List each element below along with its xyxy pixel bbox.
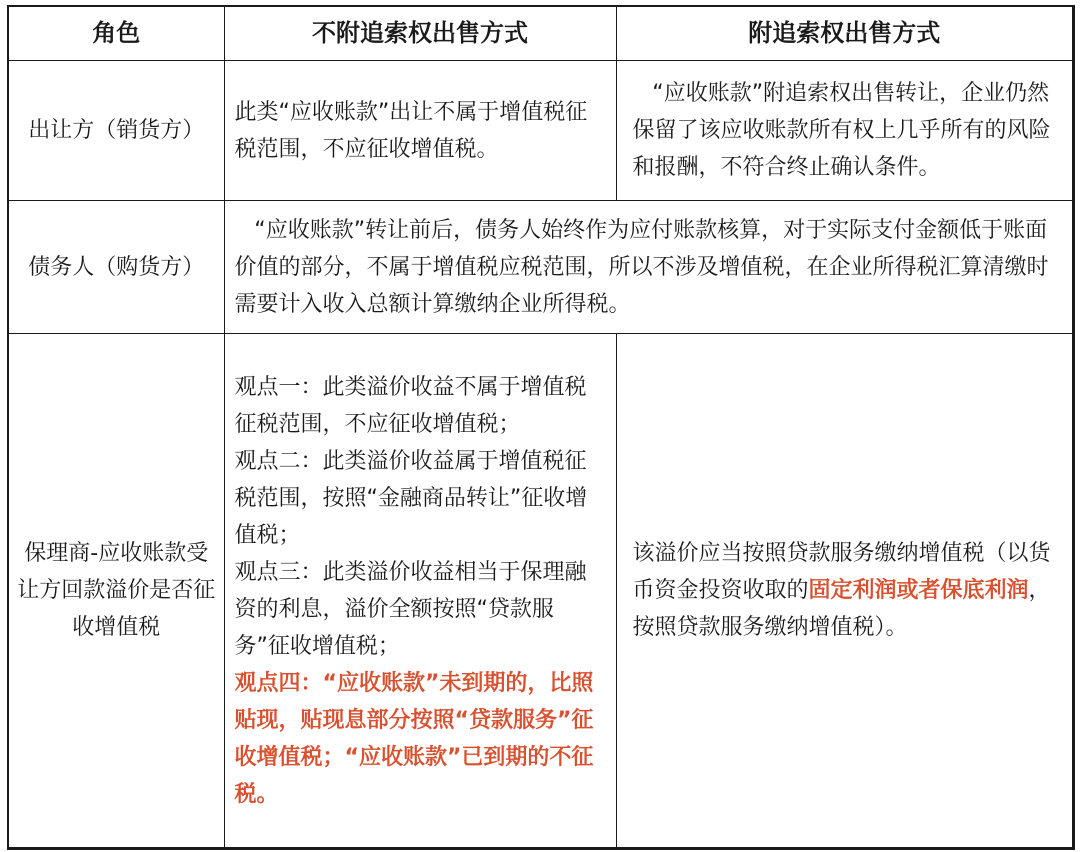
viewpoint-4-highlighted: 观点四：“应收账款”未到期的，比照贴现，贴现息部分按照“贷款服务”征收增值税；“应收账款”已到期的不征税。 xyxy=(234,670,594,807)
recourse-cell xyxy=(616,334,1074,849)
table-header-row xyxy=(8,6,1074,61)
no-recourse-text: 此类“应收账款”出让不属于增值税征税范围，不应征收增值税。 xyxy=(234,99,588,162)
header-role: 角色 xyxy=(8,6,224,61)
table-row-debtor xyxy=(8,201,1074,334)
merged-text: “应收账款”转让前后，债务人始终作为应付账款核算，对于实际支付金额低于账面价值的部分，不属于增值税应税范围，所以不涉及增值税，在企业所得税汇算清缴时需要计入收入总额计算缴纳企业所得税。 xyxy=(234,217,1049,317)
viewpoint-3: 观点三：此类溢价收益相当于保理融资的利息，溢价全额按照“贷款服务”征收增值税； xyxy=(234,559,587,659)
merged-cell xyxy=(224,201,1074,334)
recourse-text-highlight: 固定利润或者保底利润 xyxy=(808,578,1029,603)
no-recourse-viewpoints-cell xyxy=(224,334,616,849)
tax-comparison-table xyxy=(7,5,1075,850)
header-recourse: 附追索权出售方式 xyxy=(616,6,1074,61)
role-cell xyxy=(8,61,224,201)
role-cell xyxy=(8,334,224,849)
recourse-text: “应收账款”附追索权出售转让，企业仍然保留了该应收账款所有权上几乎所有的风险和报酬，不符合终止确认条件。 xyxy=(632,81,1051,180)
viewpoint-2: 观点二：此类溢价收益属于增值税征税范围，按照“金融商品转让”征收增值税； xyxy=(234,448,588,548)
role-cell xyxy=(8,201,224,334)
role-label: 债务人（购货方） xyxy=(28,254,205,280)
viewpoint-1: 观点一：此类溢价收益不属于增值税征税范围，不应征收增值税； xyxy=(234,374,587,437)
no-recourse-cell xyxy=(224,61,616,201)
recourse-text-before: 该溢价应当按照贷款服务缴纳增值税（以货币资金投资收取的 xyxy=(632,541,1051,603)
table-row-transferor xyxy=(8,61,1074,201)
table-row-factor xyxy=(8,334,1074,849)
role-label: 保理商-应收账款受让方回款溢价是否征收增值税 xyxy=(17,541,216,640)
recourse-text-after: ，按照贷款服务缴纳增值税）。 xyxy=(632,578,1051,640)
header-no-recourse: 不附追索权出售方式 xyxy=(224,6,616,61)
recourse-cell xyxy=(616,61,1074,201)
recourse-text xyxy=(627,535,1063,646)
role-label: 出让方（销货方） xyxy=(28,118,205,143)
